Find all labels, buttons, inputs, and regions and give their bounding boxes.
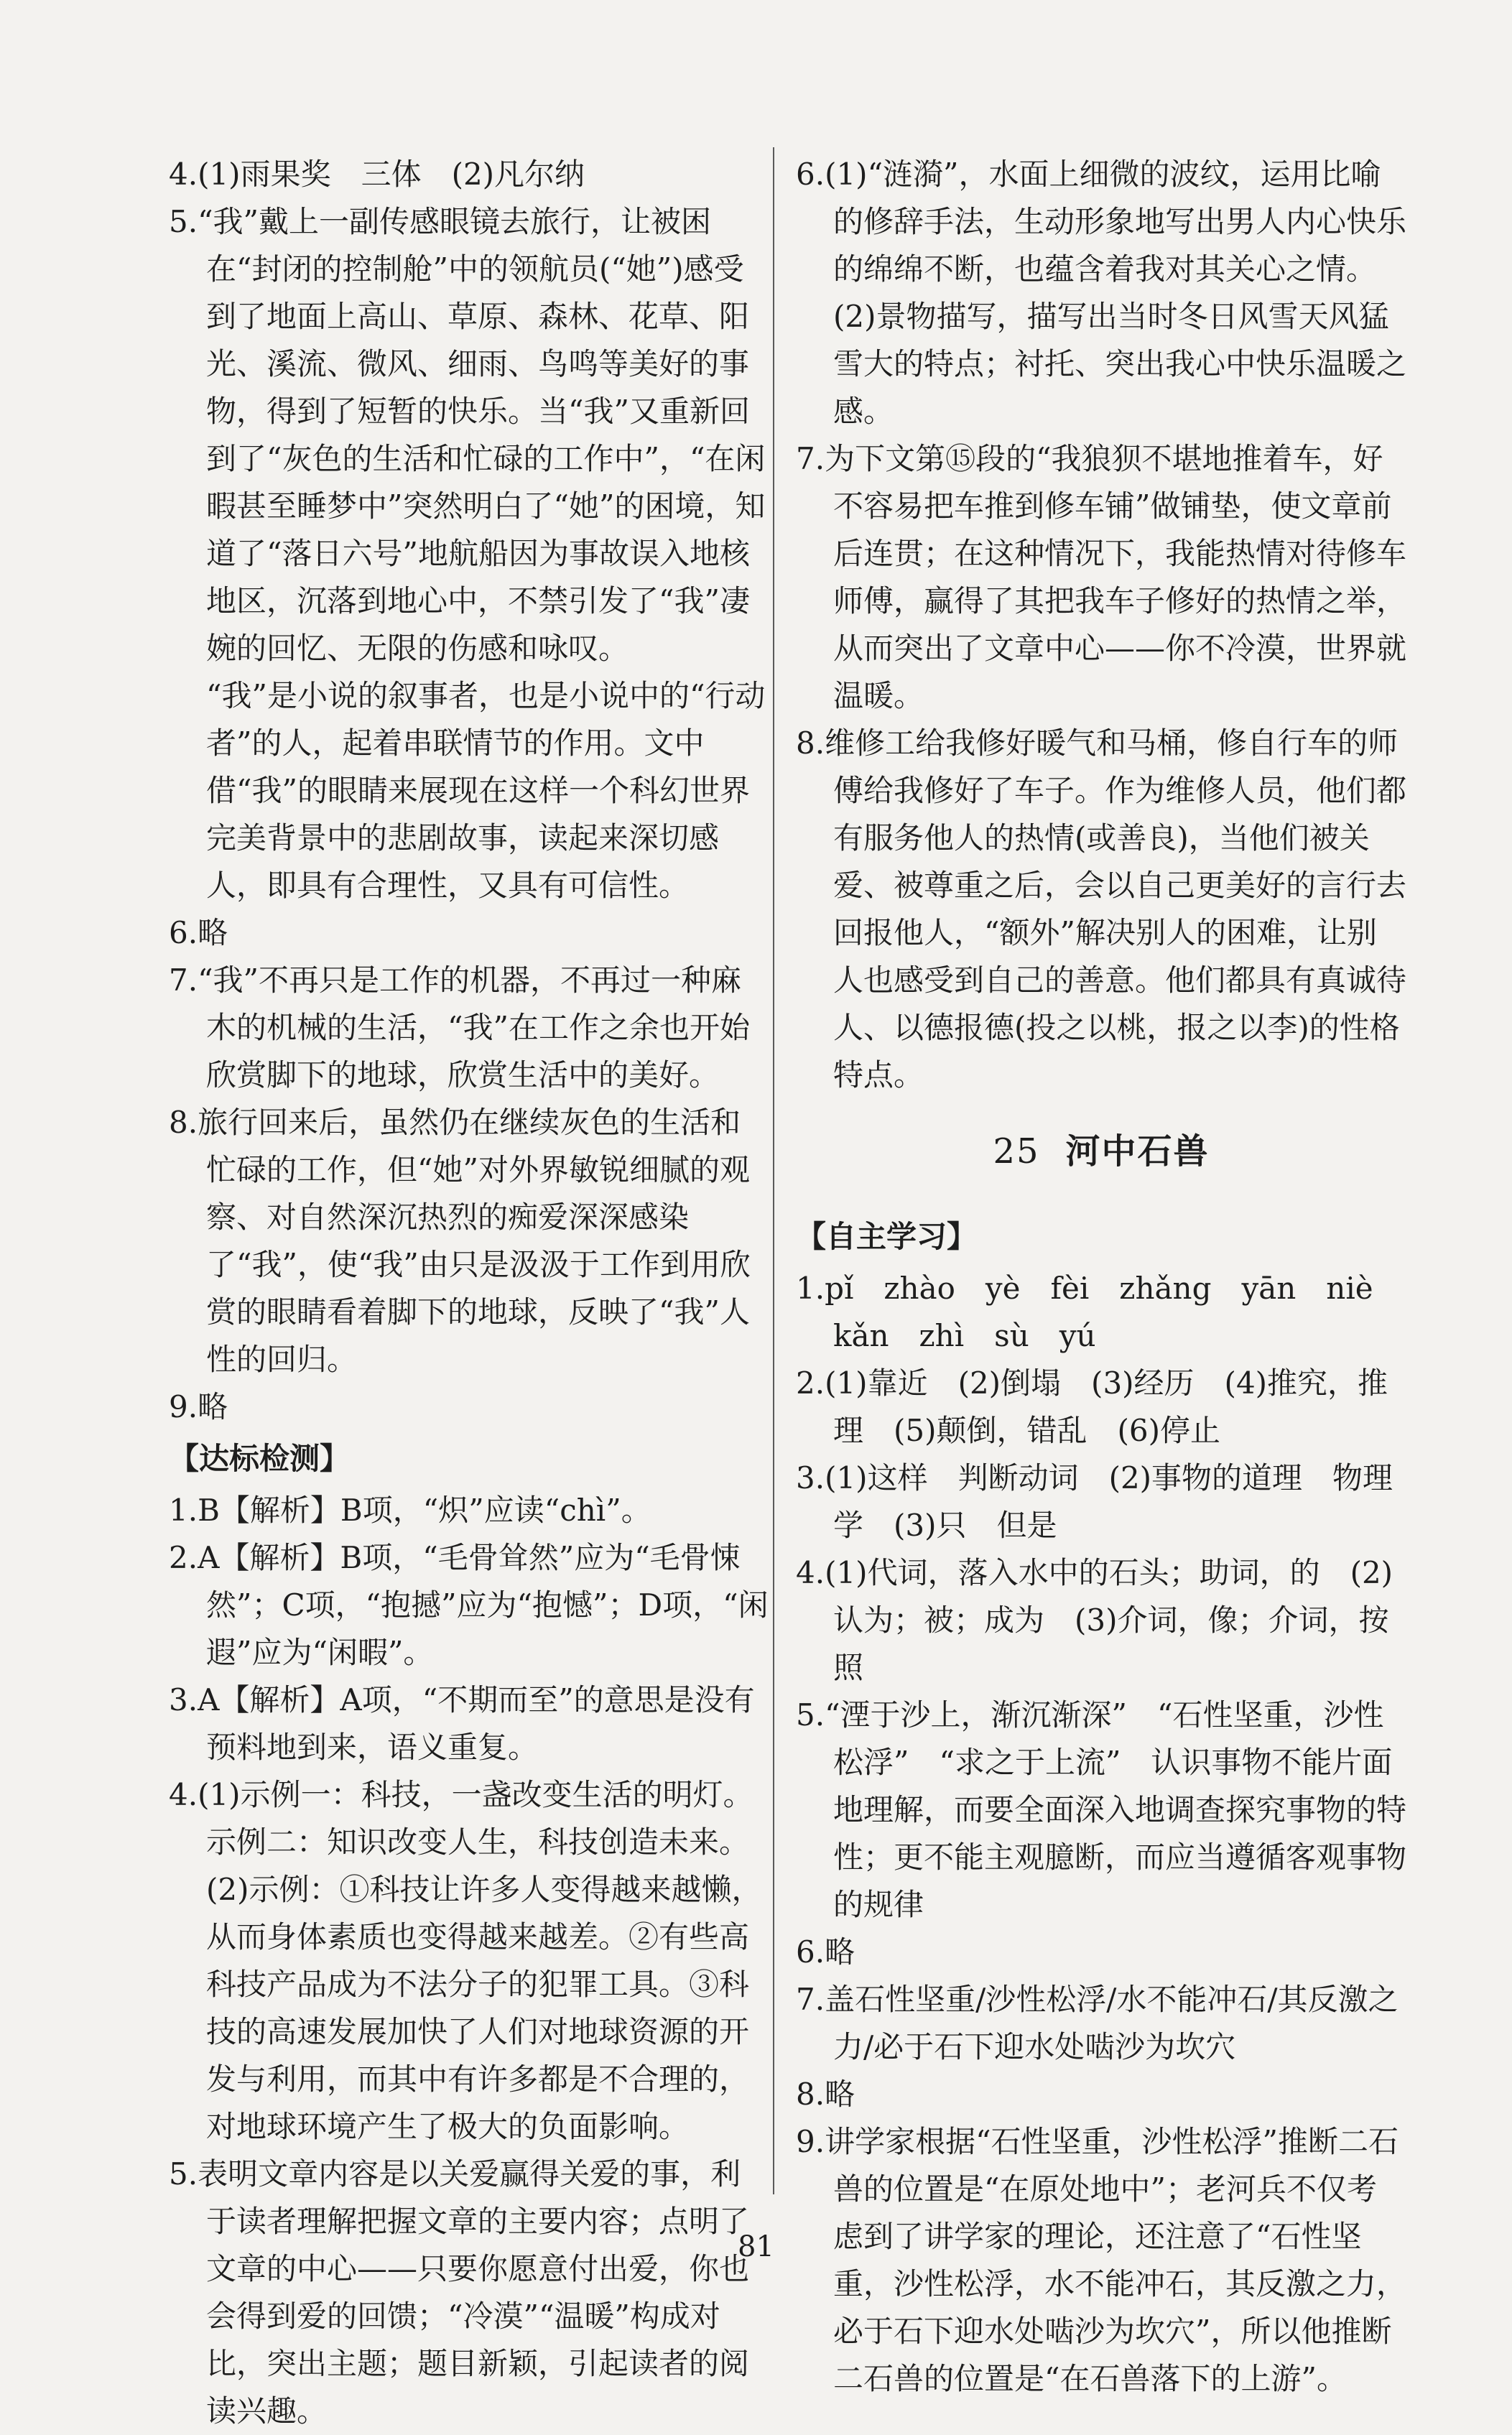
answer-item: 6.略: [796, 1934, 855, 1970]
right-column: [796, 151, 1406, 2403]
answer-item: 7.“我”不再只是工作的机器，不再过一种麻木的机械的生活，“我”在工作之余也开始欣赏脚下的地球，欣赏生活中的美好。: [169, 963, 750, 1093]
answer-item: 6.略: [169, 915, 228, 950]
answer-item: 8.略: [796, 2077, 855, 2112]
answer-item: 7.为下文第⑮段的“我狼狈不堪地推着车，好不容易把车推到修车铺”做铺垫，使文章前后连贯；在这种情况下，我能热情对待修车师傅，赢得了其把我车子修好的热情之举，从而突出了文章中心——你不冷漠，世界就温暖。: [796, 441, 1407, 713]
section-heading: 【达标检测】: [169, 1441, 351, 1476]
answer-item: 6.(1)“涟漪”，水面上细微的波纹，运用比喻的修辞手法，生动形象地写出男人内心快乐的绵绵不断，也蕴含着我对其关心之情。: [796, 157, 1407, 287]
answer-continuation: “我”是小说的叙事者，也是小说中的“行动者”的人，起着串联情节的作用。文中借“我”的眼睛来展现在这样一个科幻世界完美背景中的悲剧故事，读起来深切感人，即具有合理性，又具有可信性。: [206, 678, 766, 903]
chapter-title: [796, 1123, 1406, 1173]
answer-item: 1.B【解析】B项，“炽”应读“chì”。: [169, 1493, 651, 1528]
answer-item: 4.(1)示例一：科技，一盏改变生活的明灯。: [169, 1777, 753, 1812]
answer-item: 9.略: [169, 1389, 228, 1424]
answer-item: 4.(1)代词，落入水中的石头；助词，的 (2)认为；被；成为 (3)介词，像；介词，按照: [796, 1555, 1393, 1685]
answer-item: 8.维修工给我修好暖气和马桶，修自行车的师傅给我修好了车子。作为维修人员，他们都有服务他人的热情(或善良)，当他们被关爱、被尊重之后，会以自己更美好的言行去回报他人，“额外”解决别人的困难，让别人也感受到自己的善意。他们都具有真诚待人、以德报德(投之以桃，报之以李)的性格特点。: [796, 725, 1407, 1093]
answer-item: 8.旅行回来后，虽然仍在继续灰色的生活和忙碌的工作，但“她”对外界敏锐细腻的观察、对自然深沉热烈的痴爱深深感染了“我”，使“我”由只是汲汲于工作到用欣赏的眼睛看着脚下的地球，反映了“我”人性的回归。: [169, 1105, 751, 1377]
page-number: 81: [738, 2230, 774, 2263]
answer-item: 9.讲学家根据“石性坚重，沙性松浮”推断二石兽的位置是“在原处地中”；老河兵不仅考虑到了讲学家的理论，还注意了“石性坚重，沙性松浮，水不能冲石，其反激之力，必于石下迎水处啮沙为坎穴”，所以他推断二石兽的位置是“在石兽落下的上游”。: [796, 2124, 1407, 2396]
chapter-number: 25: [993, 1131, 1040, 1172]
answer-item: 5.表明文章内容是以关爱赢得关爱的事，利于读者理解把握文章的主要内容；点明了文章的中心——只要你愿意付出爱，你也会得到爱的回馈；“冷漠”“温暖”构成对比，突出主题；题目新颖，引起读者的阅读兴趣。: [169, 2156, 750, 2429]
answer-item: 3.A【解析】A项，“不期而至”的意思是没有预料地到来，语义重复。: [169, 1682, 755, 1765]
answer-item: 1.pǐ zhào yè fèi zhǎng yān niè: [796, 1271, 1373, 1306]
column-divider: [773, 147, 774, 2194]
answer-continuation: 示例二：知识改变人生，科技创造未来。: [206, 1824, 750, 1860]
left-column: [169, 151, 769, 2435]
section-heading: 【自主学习】: [796, 1219, 978, 1254]
answer-item: 4.(1)雨果奖 三体 (2)凡尔纳: [169, 157, 585, 192]
answer-item: 5.“我”戴上一副传感眼镜去旅行，让被困在“封闭的控制舱”中的领航员(“她”)感受到了地面上高山、草原、森林、花草、阳光、溪流、微风、细雨、鸟鸣等美好的事物，得到了短暂的快乐。当“我”又重新回到了“灰色的生活和忙碌的工作中”，“在闲暇甚至睡梦中”突然明白了“她”的困境，知道了“落日六号”地航船因为事故误入地核地区，沉落到地心中，不禁引发了“我”凄婉的回忆、无限的伤感和咏叹。: [169, 204, 766, 666]
answer-item: 2.(1)靠近 (2)倒塌 (3)经历 (4)推究，推理 (5)颠倒，错乱 (6)停止: [796, 1365, 1388, 1448]
answer-item: 7.盖石性坚重/沙性松浮/水不能冲石/其反激之力/必于石下迎水处啮沙为坎穴: [796, 1982, 1399, 2064]
answer-item: 2.A【解析】B项，“毛骨耸然”应为“毛骨悚然”；C项，“抱撼”应为“抱憾”；D项，“闲遐”应为“闲暇”。: [169, 1540, 769, 1670]
answer-item: 3.(1)这样 判断动词 (2)事物的道理 物理学 (3)只 但是: [796, 1460, 1393, 1543]
chapter-name: 河中石兽: [1065, 1131, 1210, 1172]
answer-continuation: (2)景物描写，描写出当时冬日风雪天风猛雪大的特点；衬托、突出我心中快乐温暖之感。: [833, 299, 1407, 429]
answer-continuation: (2)示例：①科技让许多人变得越来越懒，从而身体素质也变得越来越差。②有些高科技产品成为不法分子的犯罪工具。③科技的高速发展加快了人们对地球资源的开发与利用，而其中有许多都是不合理的，对地球环境产生了极大的负面影响。: [206, 1872, 762, 2144]
answer-continuation: kǎn zhì sù yú: [833, 1318, 1096, 1353]
answer-item: 5.“湮于沙上，渐沉渐深” “石性坚重，沙性松浮” “求之于上流” 认识事物不能片面地理解，而要全面深入地调查探究事物的特性；更不能主观臆断，而应当遵循客观事物的规律: [796, 1697, 1407, 1922]
